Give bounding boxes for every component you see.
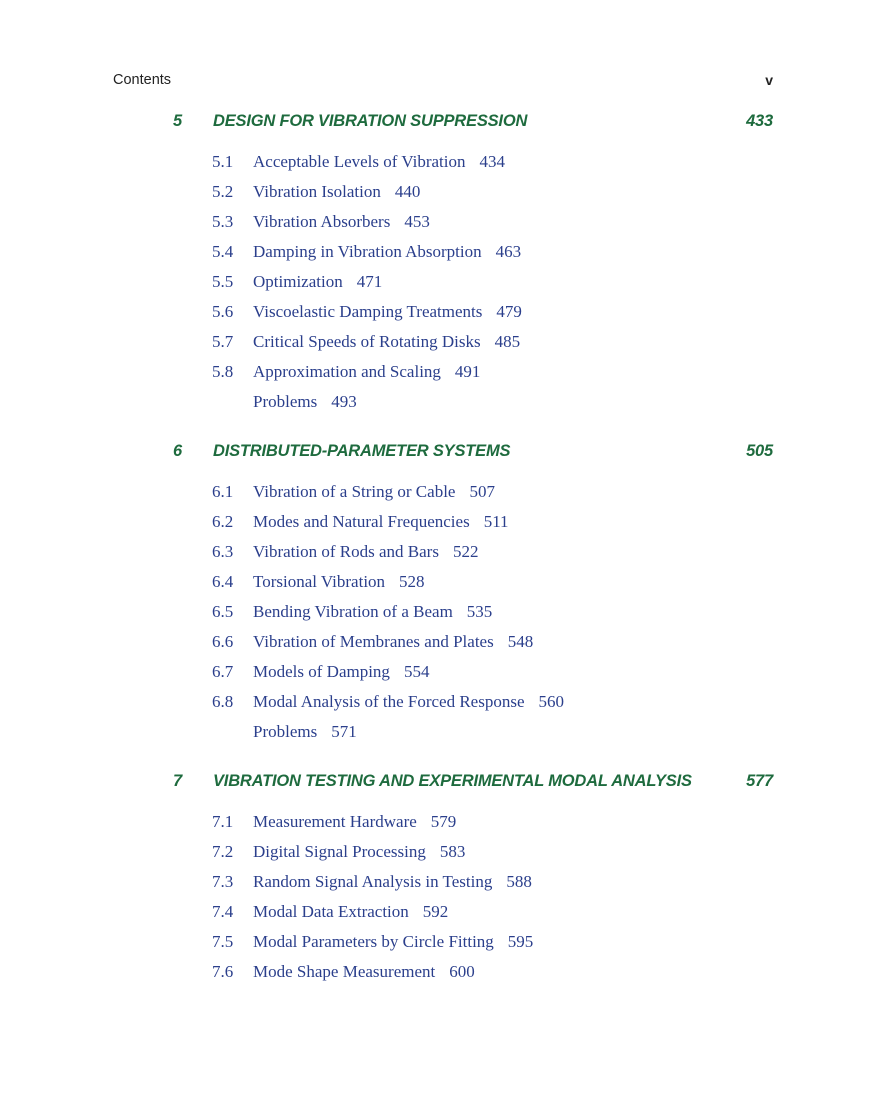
- section-title: Viscoelastic Damping Treatments: [253, 302, 483, 321]
- section-page-number: 493: [331, 392, 357, 411]
- section-page-number: 528: [399, 572, 425, 591]
- section-page-number: 583: [439, 842, 466, 861]
- section-page-number: 479: [496, 302, 522, 321]
- section-number: 7.2: [212, 842, 234, 861]
- section-number: 6.7: [212, 662, 234, 681]
- section-page-number: 579: [430, 812, 457, 831]
- section-title: Vibration of a String or Cable: [253, 482, 456, 501]
- section-page-number: 471: [356, 272, 383, 291]
- section-page-number: 588: [506, 872, 532, 891]
- toc-entry[interactable]: [173, 362, 773, 392]
- chapter-title: VIBRATION TESTING AND EXPERIMENTAL MODAL ANALYSIS: [213, 772, 692, 790]
- section-title: Acceptable Levels of Vibration: [253, 152, 466, 171]
- toc-entry[interactable]: [173, 302, 773, 332]
- toc-entry[interactable]: [173, 872, 773, 902]
- toc-entry[interactable]: [173, 542, 773, 572]
- section-title: Random Signal Analysis in Testing: [253, 872, 493, 891]
- running-head-title: Contents: [113, 72, 172, 88]
- section-page-number: 463: [495, 242, 522, 261]
- section-title: Damping in Vibration Absorption: [253, 242, 482, 261]
- section-title: Vibration Absorbers: [253, 212, 391, 231]
- section-number: 6.8: [212, 692, 234, 711]
- section-page-number: 507: [469, 482, 495, 501]
- toc-entry[interactable]: [173, 662, 773, 692]
- chapter-page-number: 433: [746, 112, 773, 130]
- section-number: 6.4: [212, 572, 234, 591]
- section-number: 7.3: [212, 872, 234, 891]
- toc-entry[interactable]: [173, 152, 773, 182]
- section-number: 7.4: [212, 902, 234, 921]
- section-number: 5.2: [212, 182, 234, 201]
- toc-entry[interactable]: [173, 482, 773, 512]
- chapter-heading[interactable]: [173, 112, 773, 152]
- chapter-number: 7: [173, 772, 182, 790]
- section-number: 6.6: [212, 632, 234, 651]
- section-page-number: 560: [538, 692, 564, 711]
- chapter-title: DESIGN FOR VIBRATION SUPPRESSION: [213, 112, 528, 130]
- toc-entry[interactable]: [173, 512, 773, 542]
- section-title: Modal Data Extraction: [253, 902, 409, 921]
- toc-entry[interactable]: [173, 272, 773, 302]
- chapter-page-number: 505: [746, 442, 773, 460]
- section-page-number: 600: [449, 962, 475, 981]
- chapter-7: [173, 772, 773, 992]
- section-page-number: 522: [452, 542, 479, 561]
- section-title: Bending Vibration of a Beam: [253, 602, 453, 621]
- toc-entry[interactable]: [173, 842, 773, 872]
- toc-entry[interactable]: [173, 692, 773, 722]
- toc-entry[interactable]: [173, 902, 773, 932]
- section-title: Mode Shape Measurement: [253, 962, 436, 981]
- chapter-page-number: 577: [746, 772, 773, 790]
- toc-entry-problems[interactable]: [173, 722, 773, 752]
- chapter-5: [173, 112, 773, 422]
- chapter-6: [173, 442, 773, 752]
- running-head: [113, 72, 773, 92]
- section-list: [173, 482, 773, 752]
- section-title: Vibration of Membranes and Plates: [253, 632, 494, 651]
- section-page-number: 554: [403, 662, 430, 681]
- section-page-number: 434: [479, 152, 505, 171]
- section-page-number: 548: [507, 632, 534, 651]
- section-page-number: 592: [422, 902, 449, 921]
- section-number: 7.6: [212, 962, 234, 981]
- section-page-number: 595: [507, 932, 534, 951]
- section-title: Measurement Hardware: [253, 812, 417, 831]
- section-title: Problems: [253, 722, 318, 741]
- toc-entry[interactable]: [173, 332, 773, 362]
- section-number: 5.5: [212, 272, 234, 291]
- section-number: 7.5: [212, 932, 234, 951]
- section-number: 5.7: [212, 332, 234, 351]
- chapter-heading[interactable]: [173, 442, 773, 482]
- section-title: Approximation and Scaling: [253, 362, 441, 381]
- section-title: Modal Parameters by Circle Fitting: [253, 932, 494, 951]
- toc-entry[interactable]: [173, 212, 773, 242]
- chapter-number: 5: [173, 112, 182, 130]
- section-number: 5.1: [212, 152, 234, 171]
- chapter-number: 6: [173, 442, 182, 460]
- section-page-number: 453: [404, 212, 430, 231]
- section-page-number: 535: [466, 602, 493, 621]
- section-page-number: 440: [394, 182, 421, 201]
- section-page-number: 491: [454, 362, 481, 381]
- toc-entry[interactable]: [173, 242, 773, 272]
- section-page-number: 511: [483, 512, 509, 531]
- section-title: Digital Signal Processing: [253, 842, 426, 861]
- toc-entry-problems[interactable]: [173, 392, 773, 422]
- toc-entry[interactable]: [173, 962, 773, 992]
- section-number: 6.3: [212, 542, 234, 561]
- section-page-number: 485: [494, 332, 521, 351]
- toc-entry[interactable]: [173, 572, 773, 602]
- section-number: 7.1: [212, 812, 234, 831]
- section-title: Critical Speeds of Rotating Disks: [253, 332, 481, 351]
- section-title: Models of Damping: [253, 662, 390, 681]
- section-number: 5.3: [212, 212, 234, 231]
- section-title: Problems: [253, 392, 318, 411]
- toc-entry[interactable]: [173, 602, 773, 632]
- section-list: [173, 152, 773, 422]
- section-number: 6.2: [212, 512, 234, 531]
- section-title: Torsional Vibration: [253, 572, 386, 591]
- toc-entry[interactable]: [173, 812, 773, 842]
- section-page-number: 571: [331, 722, 357, 741]
- running-head-page-number: v: [765, 72, 773, 88]
- section-title: Modes and Natural Frequencies: [253, 512, 470, 531]
- section-number: 6.5: [212, 602, 234, 621]
- section-number: 5.6: [212, 302, 234, 321]
- chapter-heading[interactable]: [173, 772, 773, 812]
- toc-entry[interactable]: [173, 632, 773, 662]
- section-number: 5.8: [212, 362, 234, 381]
- section-number: 6.1: [212, 482, 234, 501]
- section-number: 5.4: [212, 242, 234, 261]
- section-title: Optimization: [253, 272, 343, 291]
- section-title: Vibration of Rods and Bars: [253, 542, 439, 561]
- chapter-title: DISTRIBUTED-PARAMETER SYSTEMS: [213, 442, 511, 460]
- section-title: Modal Analysis of the Forced Response: [253, 692, 525, 711]
- toc-entry[interactable]: [173, 182, 773, 212]
- section-title: Vibration Isolation: [253, 182, 381, 201]
- toc-entry[interactable]: [173, 932, 773, 962]
- section-list: [173, 812, 773, 992]
